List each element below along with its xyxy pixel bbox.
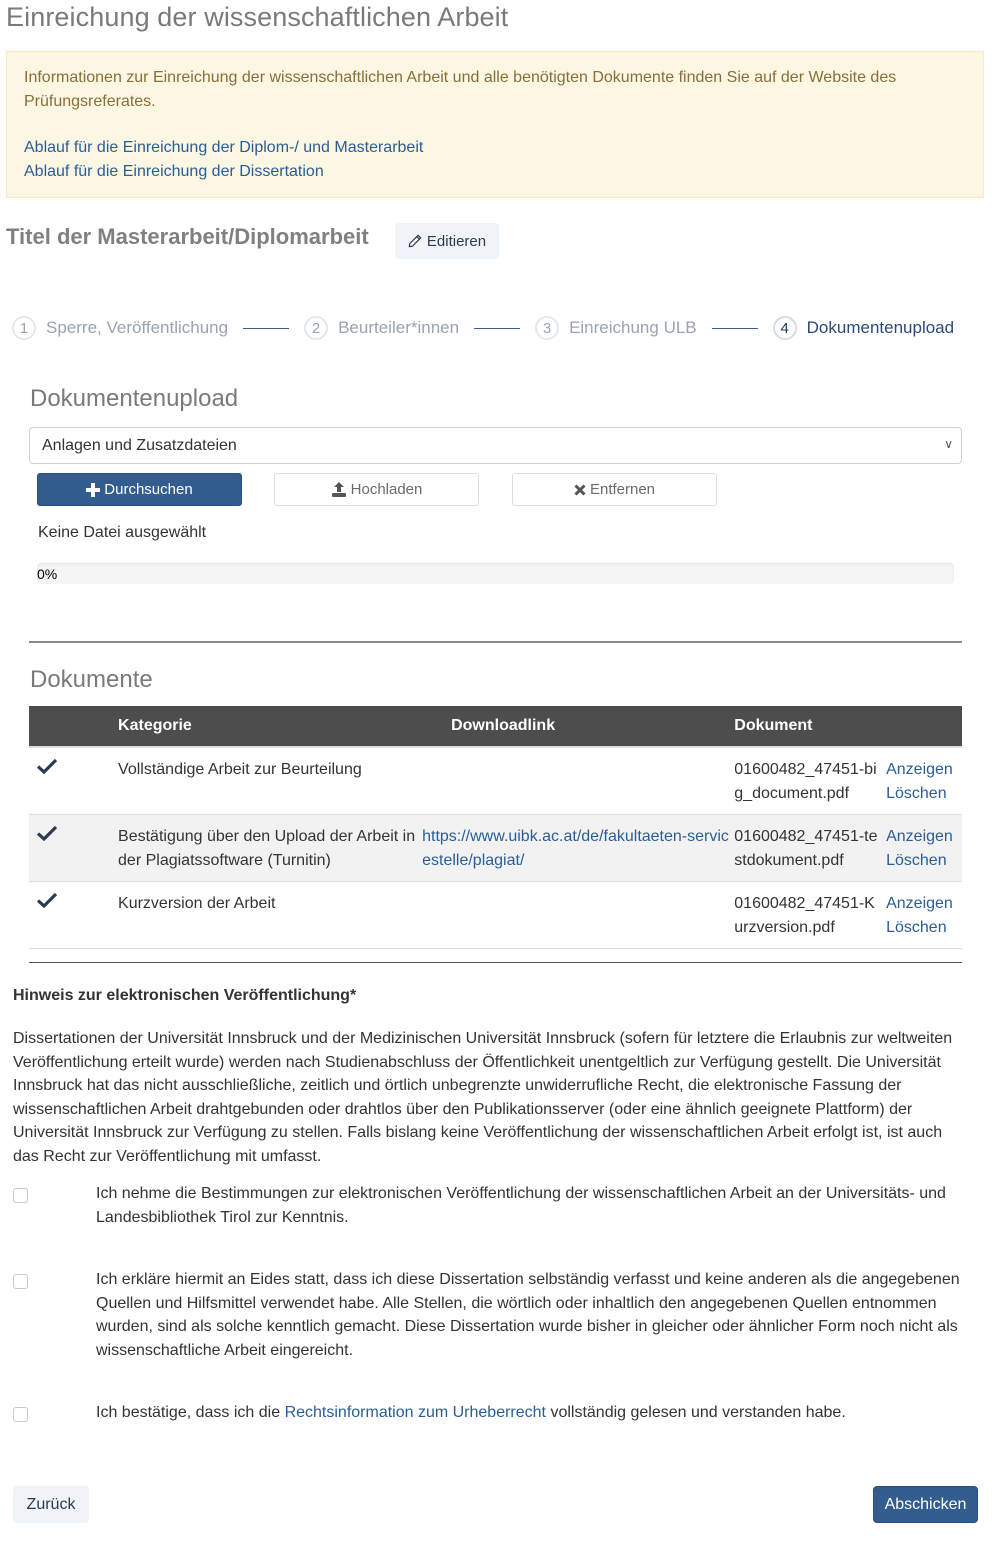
checkbox-copyright[interactable] [13,1407,28,1422]
notice-text: Dissertationen der Universität Innsbruck und der Medizinischen Universität Innsbruck (sofern für letztere die Erlaubnis zur weltweiten Veröffentlichung erteilt wurde) werden nach Studienabschluss der Öffentlichkeit unentgeltlich zur Verfügung gestellt. Die Universität Innsbruck hat das nicht ausschließliche, zeitlich und örtlich unbegrenzte unwiderrufliche Recht, die elektronische Fassung der wissenschaftlichen Arbeit drahtgebunden oder drahtlos über den Publikationsserver (oder eine ähnlich geeignete Plattform) der Universität Innsbruck zur Verfügung zu stellen. Falls bislang keine Veröffentlichung der wissenschaftlichen Arbeit erfolgt ist, ist auch das Recht zur Veröffentlichung mit umfasst. [13,1030,953,1165]
step-number: 1 [12,316,36,340]
step-1[interactable] [12,316,228,340]
upload-label: Hochladen [350,481,423,498]
upload-icon [331,482,347,497]
pencil-icon [408,234,422,248]
checkbox-label: Ich erkläre hiermit an Eides statt, dass ich diese Dissertation selbständig verfasst und keine anderen als die angegebenen Quellen und Hilfsmittel verwendet habe. Alle Stellen, die wörtlich oder inhaltlich den angegebenen Quellen entnommen wurden, sind als solche kenntlich gemacht. Diese Dissertation wurde bisher in gleicher oder ähnlicher Form noch nicht als wissenschaftliche Arbeit eingereicht. [96,1271,960,1359]
no-file-text: Keine Datei ausgewählt [38,524,207,541]
upload-progress-bar [37,563,954,584]
view-link[interactable]: Anzeigen [886,828,953,845]
checkbox-declaration[interactable] [13,1274,28,1289]
info-text: Informationen zur Einreichung der wissenschaftlichen Arbeit und alle benötigten Dokumente finden Sie auf der Website des Prüfungsreferates. [24,69,897,110]
info-alert [6,51,984,198]
remove-button[interactable] [512,473,717,506]
row-category: Vollständige Arbeit zur Beurteilung [118,747,422,815]
remove-label: Entfernen [589,481,656,498]
edit-label: Editieren [426,232,487,250]
delete-link[interactable]: Löschen [886,851,947,869]
row-category: Bestätigung über den Upload der Arbeit in der Plagiatssoftware (Turnitin) [118,815,422,882]
submit-button[interactable]: Abschicken [873,1486,978,1523]
step-connector [474,328,520,329]
step-label: Einreichung ULB [569,318,697,337]
table-row [29,882,962,949]
step-number: 2 [304,316,328,340]
table-row [29,747,962,815]
step-connector [712,328,758,329]
chevron-down-icon: ∨ [944,437,953,451]
row-file: 01600482_47451-testdokument.pdf [734,815,886,882]
step-connector [243,328,289,329]
consent-publication [13,1182,968,1229]
upload-heading: Dokumentenupload [30,385,239,412]
thesis-title: Titel der Masterarbeit/Diplomarbeit [6,224,369,249]
category-select[interactable] [29,427,962,464]
row-category: Kurzversion der Arbeit [118,882,422,949]
checkbox-label-text: vollständig gelesen und verstanden habe. [546,1404,846,1421]
divider [29,962,962,963]
page-title: Einreichung der wissenschaftlichen Arbeit [6,2,509,32]
column-header-document: Dokument [734,706,886,747]
checkmark-icon [37,825,57,841]
upload-button[interactable] [274,473,479,506]
notice-heading: Hinweis zur elektronischen Veröffentlichung* [13,987,357,1004]
column-header-category: Kategorie [118,706,422,747]
step-label: Beurteiler*innen [338,318,460,337]
back-button[interactable]: Zurück [13,1486,89,1523]
edit-button[interactable] [395,223,499,259]
delete-link[interactable]: Löschen [886,784,947,802]
table-header-row [29,706,962,747]
checkbox-label: Ich nehme die Bestimmungen zur elektronischen Veröffentlichung der wissenschaftlichen Arbeit an der Universitäts- und Landesbibliothek Tirol zur Kenntnis. [96,1185,946,1226]
view-link[interactable]: Anzeigen [886,895,953,912]
row-download-link[interactable]: https://www.uibk.ac.at/de/fakultaeten-servicestelle/plagiat/ [422,828,729,869]
table-row [29,815,962,882]
column-header-downloadlink: Downloadlink [422,706,734,747]
documents-table [29,706,962,949]
documents-heading: Dokumente [30,666,153,693]
link-process-dissertation[interactable]: Ablauf für die Einreichung der Dissertation [24,162,324,180]
progress-label: 0% [37,566,58,582]
divider [29,641,962,643]
row-file: 01600482_47451-Kurzversion.pdf [734,882,886,949]
copyright-info-link[interactable]: Rechtsinformation zum Urheberrecht [284,1404,546,1421]
checkbox-publication[interactable] [13,1188,28,1203]
checkbox-label [96,1401,968,1425]
browse-button[interactable] [37,473,242,506]
step-number: 3 [535,316,559,340]
consent-declaration [13,1268,968,1362]
step-2[interactable] [304,316,459,340]
step-label: Dokumentenupload [806,318,955,337]
link-process-master[interactable]: Ablauf für die Einreichung der Diplom-/ und Masterarbeit [24,139,424,156]
step-3[interactable] [535,316,697,340]
category-select-value: Anlagen und Zusatzdateien [42,436,237,454]
consent-copyright [13,1401,968,1425]
checkmark-icon [37,892,57,908]
checkbox-label-text: Ich bestätige, dass ich die [96,1404,285,1421]
stepper [12,313,954,343]
row-file: 01600482_47451-big_document.pdf [734,747,886,815]
plus-icon [86,483,100,497]
view-link[interactable]: Anzeigen [886,761,953,778]
step-4[interactable] [773,316,954,340]
checkmark-icon [37,758,57,774]
delete-link[interactable]: Löschen [886,918,947,936]
step-label: Sperre, Veröffentlichung [46,318,229,337]
step-number: 4 [773,316,797,340]
browse-label: Durchsuchen [104,481,193,498]
close-icon [574,484,586,496]
